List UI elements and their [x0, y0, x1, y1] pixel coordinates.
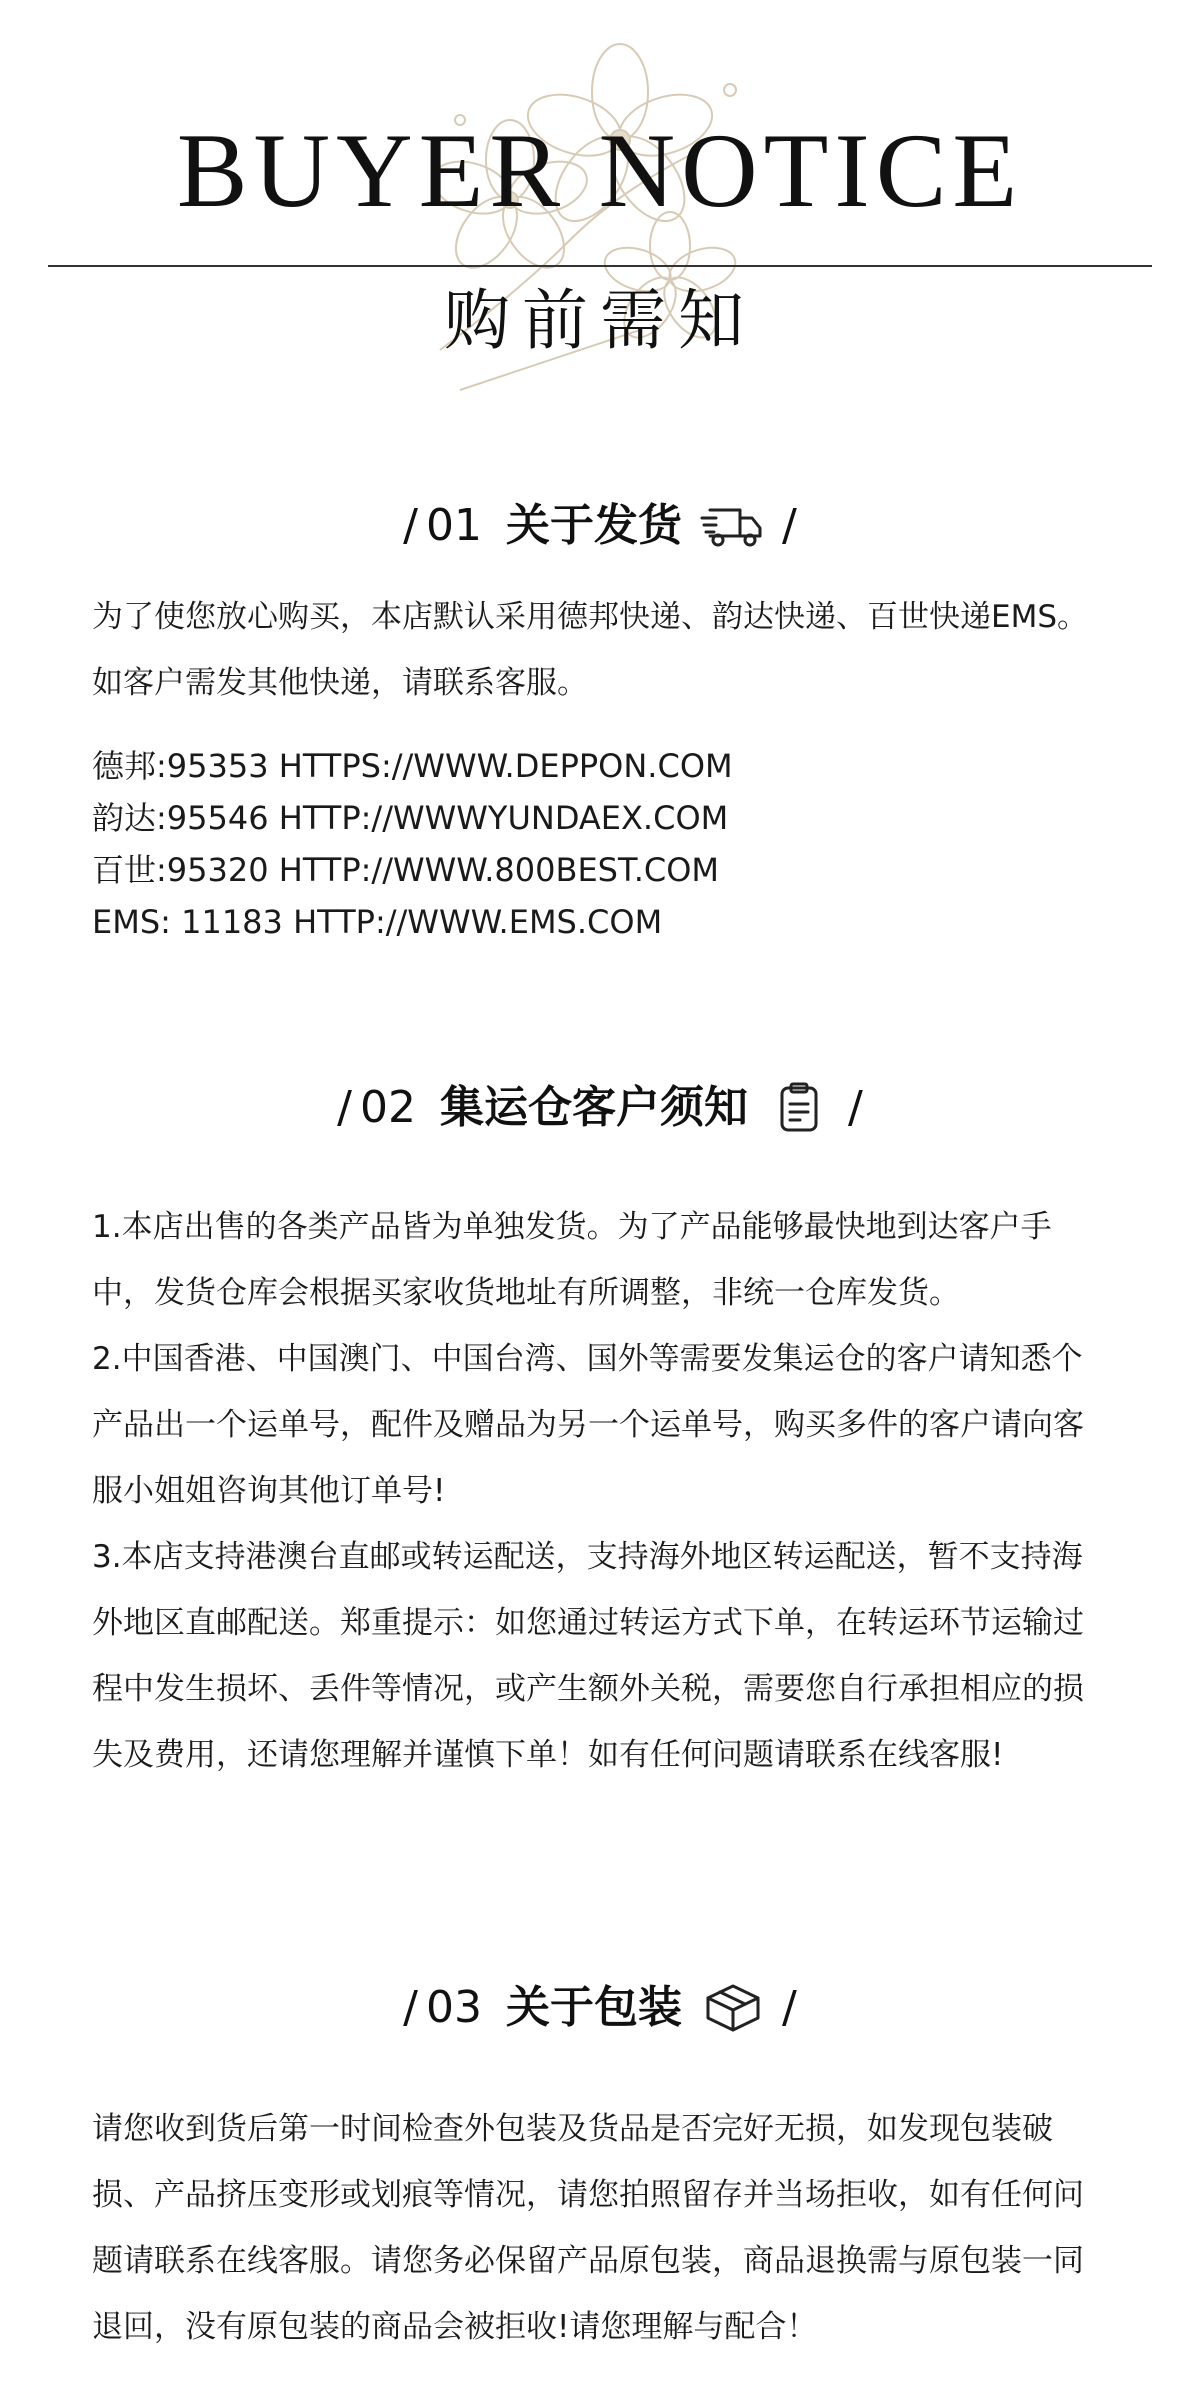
- notice-item: 3.本店支持港澳台直邮或转运配送，支持海外地区转运配送，暂不支持海外地区直邮配送。郑重提示：如您通过转运方式下单，在转运环节运输过程中发生损坏、丢件等情况，或产生额外关税，需要您自行承担相应的损失及费用，还请您理解并谨慎下单！如有任何问题请联系在线客服!: [92, 1539, 1084, 1773]
- slash-mark: /: [337, 1082, 352, 1133]
- slash-mark: /: [403, 1982, 418, 2033]
- section-number: 02: [360, 1082, 416, 1133]
- courier-line: 德邦:95353 HTTPS://WWW.DEPPON.COM: [92, 747, 733, 785]
- section-number: 01: [426, 500, 482, 551]
- truck-icon: [700, 500, 766, 552]
- package-icon: [700, 1982, 766, 2034]
- slash-mark: /: [403, 500, 418, 551]
- courier-list: [92, 740, 1112, 948]
- courier-line: 百世:95320 HTTP://WWW.800BEST.COM: [92, 851, 720, 889]
- section-3-heading: [0, 1982, 1200, 2034]
- slash-mark: /: [782, 1982, 797, 2033]
- slash-mark: /: [782, 500, 797, 551]
- chinese-title: 购前需知: [444, 282, 756, 359]
- section-1-paragraph: [92, 584, 1112, 716]
- section-title: 集运仓客户须知: [440, 1082, 748, 1133]
- packaging-text: 请您收到货后第一时间检查外包装及货品是否完好无损，如发现包装破损、产品挤压变形或划痕等情况，请您拍照留存并当场拒收，如有任何问题请联系在线客服。请您务必保留产品原包装，商品退换需与原包装一同退回，没有原包装的商品会被拒收!请您理解与配合！: [92, 2111, 1084, 2345]
- notice-item: 2.中国香港、中国澳门、中国台湾、国外等需要发集运仓的客户请知悉个产品出一个运单号，配件及赠品为另一个运单号，购买多件的客户请向客服小姐姐咨询其他订单号!: [92, 1341, 1084, 1509]
- english-title: BUYER NOTICE: [176, 112, 1024, 229]
- header-divider: [48, 265, 1152, 267]
- section-title: 关于发货: [506, 500, 682, 551]
- section-1-heading: [0, 500, 1200, 552]
- section-2-heading: [0, 1082, 1200, 1134]
- clipboard-icon: [766, 1082, 832, 1134]
- slash-mark: /: [848, 1082, 863, 1133]
- section-3-paragraph: [92, 2096, 1112, 2360]
- notice-item: 1.本店出售的各类产品皆为单独发货。为了产品能够最快地到达客户手中，发货仓库会根据买家收货地址有所调整，非统一仓库发货。: [92, 1209, 1052, 1311]
- section-title: 关于包装: [506, 1982, 682, 2033]
- flower-decoration-icon: [400, 30, 780, 430]
- shipping-intro-text: 为了使您放心购买，本店默认采用德邦快递、韵达快递、百世快递EMS。如客户需发其他快递，请联系客服。: [92, 599, 1089, 701]
- courier-line: 韵达:95546 HTTP://WWWYUNDAEX.COM: [92, 799, 729, 837]
- courier-line: EMS: 11183 HTTP://WWW.EMS.COM: [92, 903, 663, 941]
- section-number: 03: [426, 1982, 482, 2033]
- section-2-list: [92, 1194, 1112, 1788]
